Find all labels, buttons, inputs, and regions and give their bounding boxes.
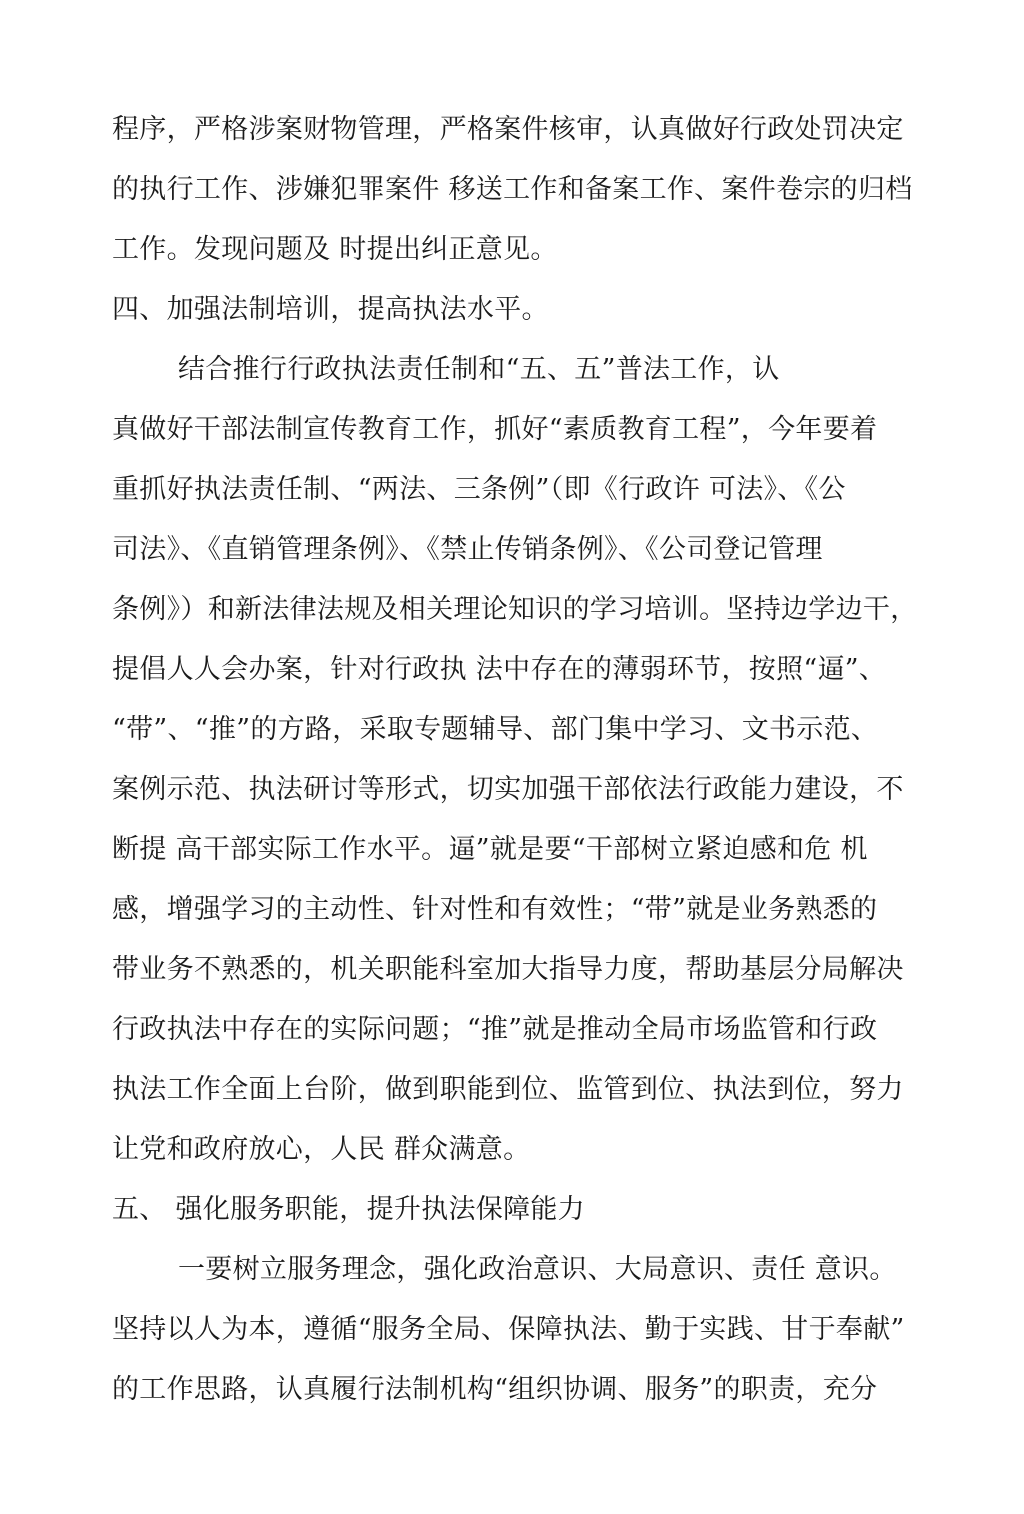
body-text-line: “带”、“推”的方路，采取专题辅导、部门集中学习、文书示范、 xyxy=(112,714,879,745)
body-text-line: 程序，严格涉案财物管理，严格案件核审，认真做好行政处罚决定 xyxy=(112,114,904,145)
paragraph-first-line: 结合推行行政执法责任制和“五、五”普法工作，认 xyxy=(178,354,780,385)
body-text-line: 条例》）和新法律法规及相关理论知识的学习培训。坚持边学边干， xyxy=(112,594,918,625)
section-heading-5: 五、 强化服务职能，提升执法保障能力 xyxy=(112,1194,585,1225)
section-heading-4: 四、加强法制培训，提高执法水平。 xyxy=(112,294,549,325)
body-text-line: 让党和政府放心，人民 群众满意。 xyxy=(112,1134,531,1165)
paragraph-first-line: 一要树立服务理念，强化政治意识、大局意识、责任 意识。 xyxy=(178,1254,897,1285)
body-text-line: 真做好干部法制宣传教育工作，抓好“素质教育工程”，今年要着 xyxy=(112,414,878,445)
body-text-line: 提倡人人会办案，针对行政执 法中存在的薄弱环节，按照“逼”、 xyxy=(112,654,887,685)
body-text-line: 重抓好执法责任制、“两法、三条例”（即《行政许 可法》、《公 xyxy=(112,474,846,505)
body-text-line: 行政执法中存在的实际问题；“推”就是推动全局市场监管和行政 xyxy=(112,1014,878,1045)
body-text-line: 的工作思路，认真履行法制机构“组织协调、服务”的职责，充分 xyxy=(112,1374,878,1405)
body-text-line: 断提 高干部实际工作水平。逼”就是要“干部树立紧迫感和危 机 xyxy=(112,834,868,865)
body-text-line: 案例示范、执法研讨等形式，切实加强干部依法行政能力建设，不 xyxy=(112,774,904,805)
body-text-line: 执法工作全面上台阶，做到职能到位、监管到位、执法到位，努力 xyxy=(112,1074,904,1105)
body-text-line: 工作。发现问题及 时提出纠正意见。 xyxy=(112,234,558,265)
body-text-line: 的执行工作、涉嫌犯罪案件 移送工作和备案工作、案件卷宗的归档 xyxy=(112,174,913,205)
body-text-line: 感，增强学习的主动性、针对性和有效性；“带”就是业务熟悉的 xyxy=(112,894,878,925)
body-text-line: 司法》、《直销管理条例》、《禁止传销条例》、《公司登记管理 xyxy=(112,534,823,565)
body-text-line: 坚持以人为本，遵循“服务全局、保障执法、勤于实践、甘于奉献” xyxy=(112,1314,905,1345)
body-text-line: 带业务不熟悉的，机关职能科室加大指导力度，帮助基层分局解决 xyxy=(112,954,904,985)
